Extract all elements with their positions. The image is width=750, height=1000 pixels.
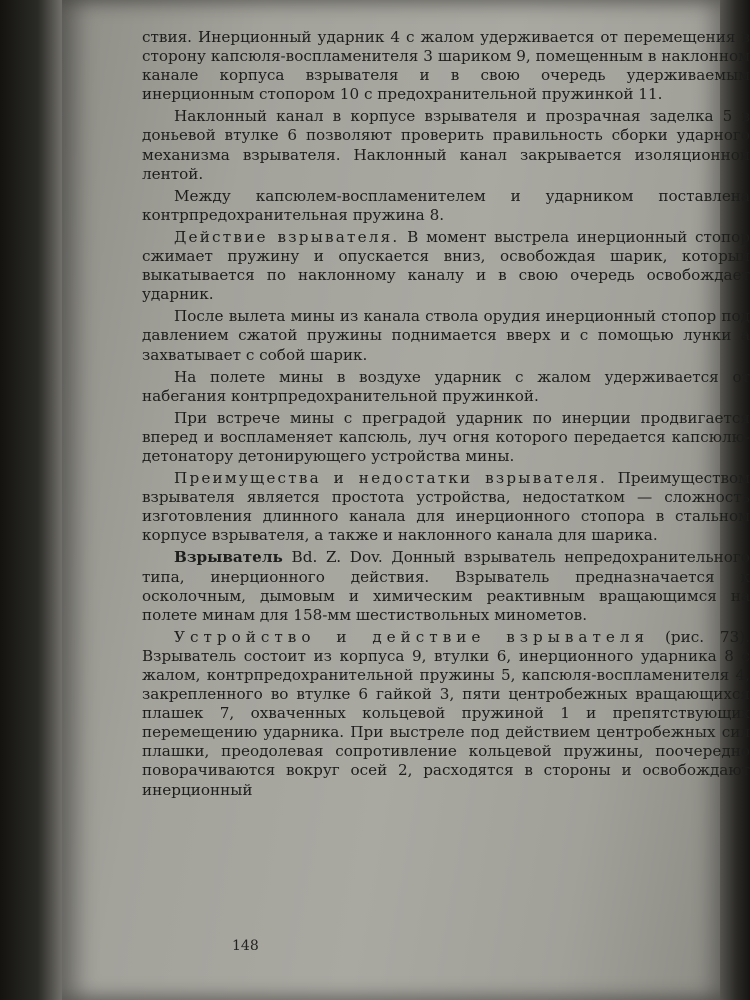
paragraph xyxy=(142,187,750,225)
book-page xyxy=(62,0,750,1000)
paragraph-text: Преимуществом взрывателя является простота устройства, недостатком — сложность изготовления длинного канала для инерционного стопора в стальном корпусе взрывателя, а также и наклонного канала для шарика. xyxy=(142,469,750,545)
paragraph xyxy=(142,107,750,183)
page-number: 148 xyxy=(232,938,259,954)
paragraph-text: Наклонный канал в корпусе взрывателя и прозрачная заделка 5 в доньевой втулке 6 позволяют проверить правильность сборки ударного механизма взрывателя. Наклонный канал закрывается изоляционной лентой. xyxy=(142,107,750,183)
paragraph xyxy=(142,307,750,364)
section-heading: Действие взрывателя. xyxy=(174,227,400,246)
paragraph xyxy=(142,368,750,406)
section-heading: Взрыватель xyxy=(174,548,283,567)
paragraph-text: На полете мины в воздухе ударник с жалом удерживается от набегания контрпредохранительной пружинкой. xyxy=(142,367,750,405)
paragraph-text: ствия. Инерционный ударник 4 с жалом удерживается от перемещения в сторону капсюля-воспламенителя 3 шариком 9, помещенным в наклонном канале корпуса взрывателя и в свою очередь удерживаемым инерционным стопором 10 с предохранительной пружинкой 11. xyxy=(142,28,750,104)
paragraph-text: При встрече мины с преградой ударник по инерции продвигается вперед и воспламеняет капсюль, луч огня которого передается капсюлю-детонатору детонирующего устройства мины. xyxy=(142,408,750,465)
paragraph xyxy=(142,409,750,466)
paragraph xyxy=(142,469,750,545)
paragraph-text: В момент выстрела инерционный стопор сжимает пружину и опускается вниз, освобождая шарик, который выкатывается по наклонному каналу и в свою очередь освобождает ударник. xyxy=(142,227,750,304)
paragraph-text: Bd. Z. Dov. Донный взрыватель непредохранительного типа, инерционного действия. Взрыватель предназначается к осколочным, дымовым и химическим реактивным вращающимся на полете минам для 158-мм шестиствольных минометов. xyxy=(142,548,750,624)
section-heading: Преимущества и недостатки взрывателя. xyxy=(174,469,608,488)
paragraph xyxy=(142,628,750,800)
paragraph-text: (рис. 73). Взрыватель состоит из корпуса 9, втулки 6, инерционного ударника 8 с жалом, контрпредохранительной пружины 5, капсюля-воспламенителя 4, закрепленного во втулке 6 гайкой 3, пяти центробежных вращающихся плашек 7, охваченных кольцевой пружиной 1 и препятствующих перемещению ударника. При выстреле под действием центробежных сил плашки, преодолевая сопротивление кольцевой пружины, поочередно поворачиваются вокруг осей 2, расходятся в стороны и освобождают инерционный xyxy=(142,627,750,799)
paragraph-text: Между капсюлем-воспламенителем и ударником поставлена контрпредохранительная пружина 8. xyxy=(142,186,750,224)
section-heading: Устройство и действие взрывателя xyxy=(174,627,650,646)
page-body xyxy=(142,28,750,803)
paragraph xyxy=(142,228,750,304)
paragraph-text: После вылета мины из канала ствола орудия инерционный стопор под давлением сжатой пружины поднимается вверх и с помощью лунки а захватывает с собой шарик. xyxy=(142,307,750,364)
paragraph xyxy=(142,548,750,624)
paragraph xyxy=(142,28,750,104)
